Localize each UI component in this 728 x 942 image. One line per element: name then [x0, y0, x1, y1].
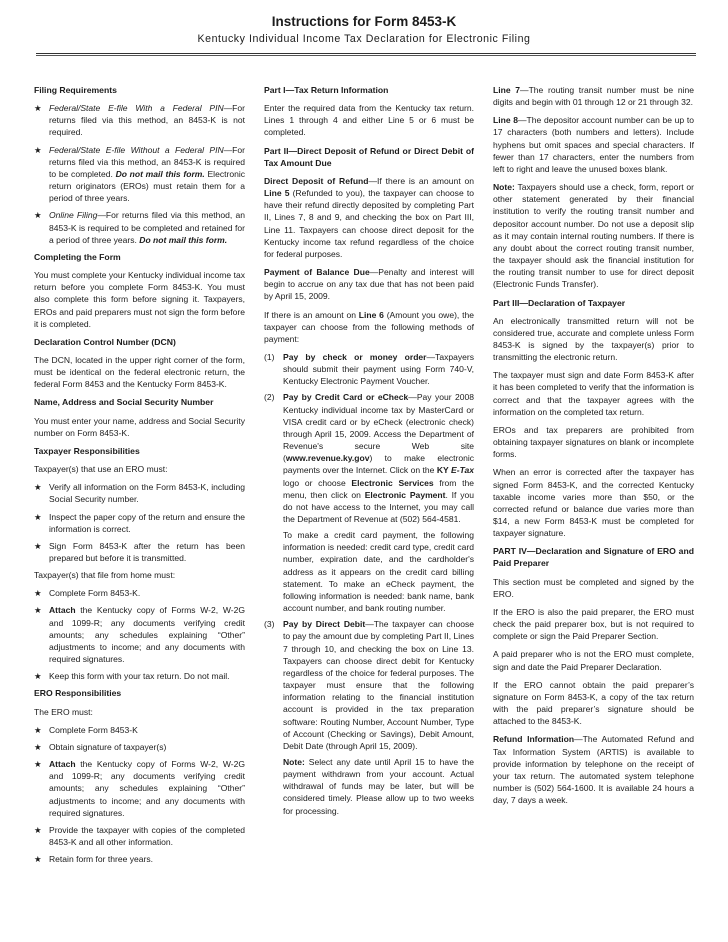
list-item: (1) Pay by check or money order—Taxpayers should submit their payment using Form 740-V, Kentucky Electronic Payment Voucher.	[264, 351, 474, 387]
paragraph: If the ERO is also the paid preparer, the ERO must check the paid preparer box, but is not required to complete or sign the Paid Preparer Section.	[493, 606, 694, 642]
page-title: Instructions for Form 8453-K	[271, 14, 457, 29]
heading-part-3: Part III—Declaration of Taxpayer	[493, 297, 626, 308]
heading-part-2: Part II—Direct Deposit of Refund or Direct Debit of Tax Amount Due	[264, 145, 474, 168]
paragraph: You must enter your name, address and Social Security number on Form 8453-K.	[34, 415, 245, 438]
paragraph: When an error is corrected after the taxpayer has signed Form 8453-K, and the corrected Kentucky taxable income varies more than $50, or the corrected refund or balance due varies more than $14, a new Form 8453-K must be completed for taxpayer signature.	[493, 467, 694, 539]
list-item: ★ Federal/State E-file Without a Federal PIN—For returns filed via this method, an 8453-K is required to be completed. Do not mail this form. Electronic return originators (EROs) must retain them for a period of three years.	[34, 144, 246, 204]
paragraph: You must complete your Kentucky individual income tax return before you complete Form 8453-K. You must also complete this form before signing it. Taxpayers, EROs and paid preparers must not sign the form before it is completed.	[34, 270, 245, 329]
paragraph-amount-owed: If there is an amount on Line 6 (Amount you owe), the taxpayer can choose from the following methods of payment:	[264, 309, 474, 344]
list-item: (3) Pay by Direct Debit—The taxpayer can choose to pay the amount due by completing Part II, Lines 7 through 10, and checking the box on Line 13. Taxpayers can choose direct debit for Kentucky regardless of the choice for federal purposes. The taxpayer must ensure that the following information relating to the financial institution account is provided in the tax preparation software: Routing Number, Account Number, Type of Account (Checking or Savings), Debit Amount, Debit Date (through April 15, 2009). Note: Select any date until April 15 to have the payment withdrawn from your account. Actual withdrawal of funds may be later, but will be considered timely. Please allow up to two weeks for processing.	[264, 619, 474, 816]
star-bullet-icon: ★	[34, 759, 42, 770]
paragraph: The taxpayer must sign and date Form 8453-K after it has been completed to verify that the information is correct and that the taxpayer agrees with the information on the completed tax return.	[493, 370, 694, 417]
list-item: ★ Complete Form 8453-K.	[34, 588, 141, 599]
star-bullet-icon: ★	[34, 482, 42, 493]
paragraph-line-8: Line 8—The depositor account number can be up to 17 characters (both numbers and letters). Include hyphens but omit spaces and special characters. If fewer than 17 characters, enter the numbers from left to right and leave the unused boxes blank.	[493, 115, 694, 174]
list-item: ★ Keep this form with your tax return. Do not mail.	[34, 671, 230, 682]
heading-dcn: Declaration Control Number (DCN)	[34, 336, 176, 347]
paragraph: EROs and tax preparers are prohibited from obtaining taxpayer signatures on blank or incomplete forms.	[493, 424, 694, 460]
paragraph: The ERO must:	[34, 706, 93, 717]
heading-filing-requirements: Filing Requirements	[34, 85, 117, 95]
list-item: ★ Verify all information on the Form 8453-K, including Social Security number.	[34, 482, 245, 505]
heading-ero-responsibilities: ERO Responsibilities	[34, 688, 122, 699]
star-bullet-icon: ★	[34, 824, 42, 835]
star-bullet-icon: ★	[34, 741, 42, 752]
taxpayer-home-list	[34, 587, 245, 682]
list-item: ★ Complete Form 8453-K	[34, 724, 138, 735]
star-bullet-icon: ★	[34, 588, 42, 599]
list-item: ★ Sign Form 8453-K after the return has been prepared but before it is transmitted.	[34, 540, 245, 563]
list-item: (2) Pay by Credit Card or eCheck—Pay your 2008 Kentucky individual income tax by MasterCard or VISA credit card or by eCheck (electronic check) through April 15, 2009. Access the Department of Revenue's secure Web site (www.revenue.ky.gov) to make electronic payments over the Internet. Click on the KY E-Tax logo or choose Electronic Services from the menu, then click on Electronic Payment. If you do not have access to the Internet, you may call the Department of Revenue at (502) 564-4581. To make a credit card payment, the following information is needed: credit card type, credit card number, expiration date, and the cardholder's address as it appears on the credit card billing statement. To make an eCheck payment, the following information is needed: bank name, bank account number, and bank routing number.	[264, 392, 475, 614]
payment-methods-list	[264, 351, 474, 817]
paragraph: A paid preparer who is not the ERO must complete, sign and date the Paid Preparer Declaration.	[493, 649, 694, 672]
list-item: ★ Provide the taxpayer with copies of the completed 8453-K and all other information.	[34, 824, 245, 847]
list-item: ★ Retain form for three years.	[34, 854, 154, 865]
list-item: ★ Attach the Kentucky copy of Forms W-2, W-2G and 1099-R; any documents verifying credit amounts; any schedules explaining “Other” adjustments to income; and any documents with required signatures.	[34, 759, 245, 818]
star-bullet-icon: ★	[34, 511, 42, 522]
paragraph-line-7: Line 7—The routing transit number must be nine digits and begin with 01 through 12 or 21 through 32.	[493, 85, 694, 108]
paragraph: The DCN, located in the upper right corner of the form, must be identical on the federal electronic return, the federal Form 8453 and the Kentucky Form 8453-K.	[34, 354, 245, 390]
paragraph: Taxpayer(s) that file from home must:	[34, 570, 176, 581]
list-item: ★ Online Filing—For returns filed via this method, an 8453-K is required to be completed and retained for a period of three years. Do not mail this form.	[34, 210, 245, 245]
list-item: ★ Inspect the paper copy of the return and ensure the information is correct.	[34, 511, 245, 534]
star-bullet-icon: ★	[34, 724, 42, 735]
paragraph-payment-balance: Payment of Balance Due—Penalty and interest will begin to accrue on any tax due that has not been paid by April 15, 2009.	[264, 267, 474, 302]
heading-part-1: Part I—Tax Return Information	[264, 85, 389, 95]
star-bullet-icon: ★	[34, 605, 42, 616]
column-right	[493, 84, 694, 812]
star-bullet-icon: ★	[34, 671, 42, 682]
paragraph-direct-deposit: Direct Deposit of Refund—If there is an amount on Line 5 (Refunded to you), the taxpayer can choose to have their refund directly deposited by completing Part II, Lines 7, 8 and 9, and checking the box on Part III, Line 11. Taxpayers can choose direct deposit for the Kentucky income tax refund regardless of the choice for federal purposes.	[264, 175, 475, 259]
list-item: ★ Federal/State E-file With a Federal PIN—For returns filed via this method, an 8453-K is not required.	[34, 103, 245, 138]
column-left	[34, 84, 245, 870]
ero-list	[34, 724, 245, 866]
star-bullet-icon: ★	[34, 144, 42, 155]
heading-part-4: PART IV—Declaration and Signature of ERO and Paid Preparer	[493, 546, 694, 569]
paragraph: Enter the required data from the Kentucky tax return. Lines 1 through 4 and either Line 5 or 6 must be completed.	[264, 103, 474, 138]
paragraph-note: Note: Taxpayers should use a check, form, report or other statement generated by their financial institution to verify the routing transit number and depositor account number. Do not use a deposit slip as it may contain internal routing numbers. If there is any doubt about the correct routing transit number, the taxpayer should ask the financial institution for the routing transit number to use for direct deposit (Electronic Funds Transfer).	[493, 182, 694, 290]
star-bullet-icon: ★	[34, 210, 42, 221]
paragraph: An electronically transmitted return will not be considered true, accurate and complete unless Form 8453-K is signed by the taxpayer(s) prior to transmitting the electronic return.	[493, 315, 694, 363]
paragraph: If the ERO cannot obtain the paid preparer’s signature on Form 8453-K, a copy of the tax return with the paid preparer’s signature should be attached to the 8453-K.	[493, 679, 694, 727]
taxpayer-ero-list	[34, 481, 245, 564]
heading-completing-form: Completing the Form	[34, 251, 121, 262]
header-rule	[36, 53, 696, 54]
star-bullet-icon: ★	[34, 854, 42, 865]
list-item: ★ Obtain signature of taxpayer(s)	[34, 741, 167, 752]
filing-requirements-list	[34, 102, 245, 246]
heading-taxpayer-responsibilities: Taxpayer Responsibilities	[34, 445, 140, 456]
star-bullet-icon: ★	[34, 103, 42, 114]
paragraph: This section must be completed and signed by the ERO.	[493, 576, 694, 599]
page-subtitle: Kentucky Individual Income Tax Declaration for Electronic Filing	[197, 33, 531, 45]
list-item: ★ Attach the Kentucky copy of Forms W-2, W-2G and 1099-R; any documents verifying credit amounts; any schedules explaining “Other” adjustments to income; and any documents with required signatures.	[34, 605, 245, 665]
paragraph: Taxpayer(s) that use an ERO must:	[34, 464, 168, 475]
paragraph-refund-information: Refund Information—The Automated Refund and Tax Information System (ARTIS) is available to provide information by telephone on the receipt of your tax return. The automated system telephone number is (502) 564-1600. It is available 24 hours a day, 7 days a week.	[493, 734, 694, 806]
heading-name-address-ssn: Name, Address and Social Security Number	[34, 397, 214, 408]
star-bullet-icon: ★	[34, 540, 42, 551]
header-rule-thin	[36, 55, 696, 56]
column-middle	[264, 84, 474, 822]
web-address: www.revenue.ky.gov	[285, 453, 370, 464]
